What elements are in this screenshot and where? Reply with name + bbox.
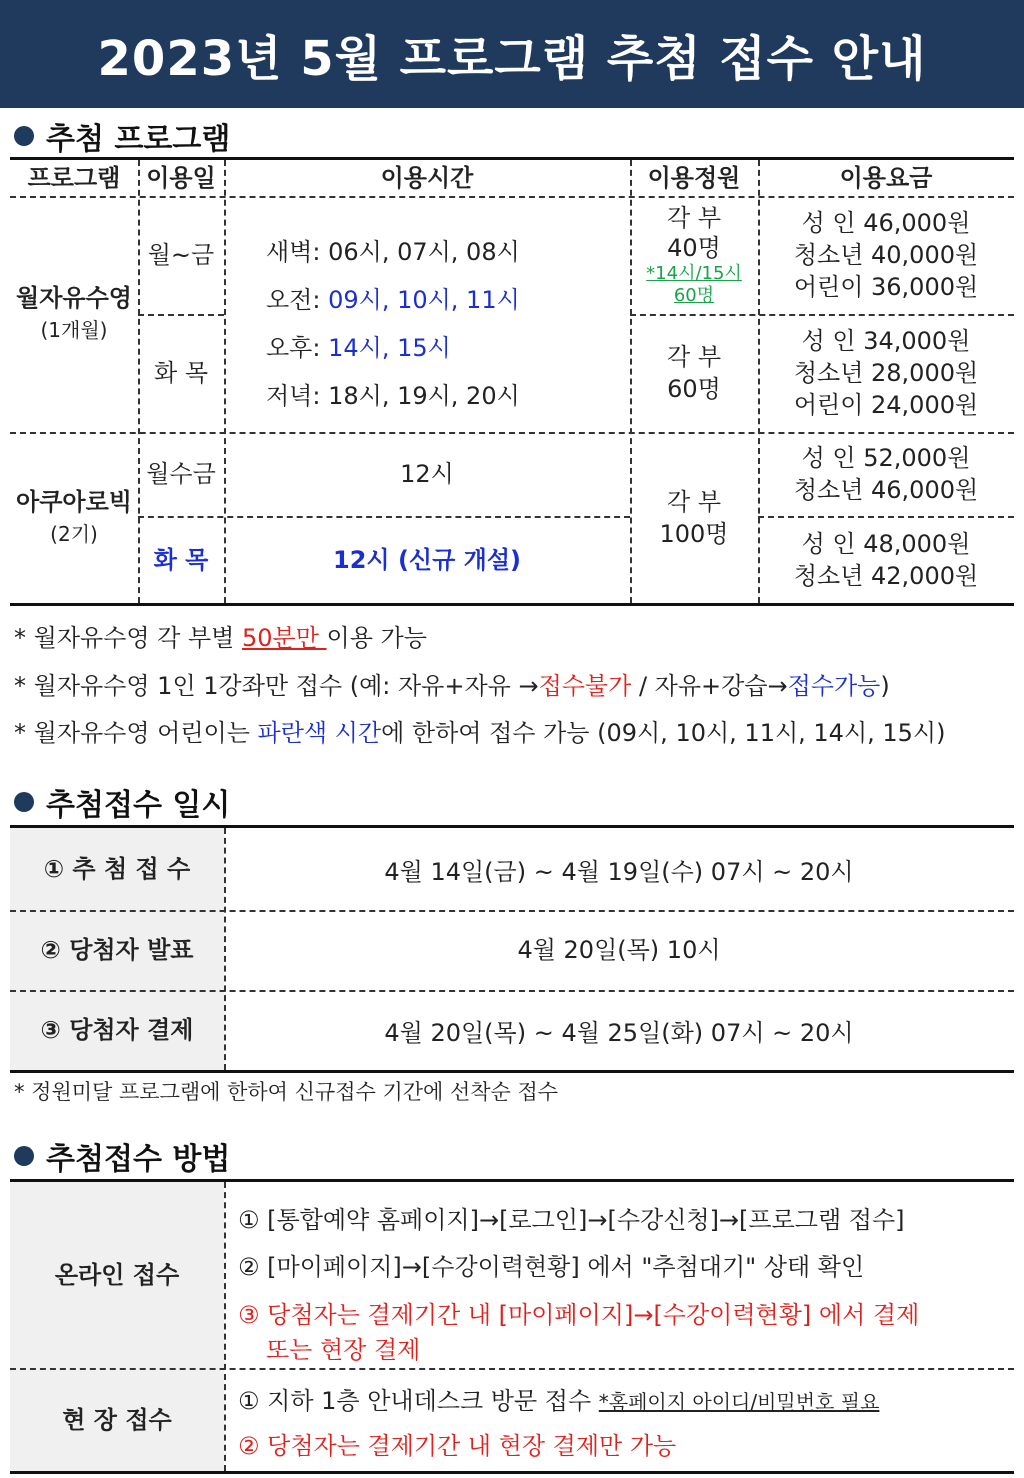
onsite-label: 현 장 접수: [62, 1405, 172, 1434]
fee-3: 성 인 52,000원 청소년 46,000원: [793, 444, 979, 504]
capacity-3: 각 부 100명: [659, 487, 729, 548]
time-aqua-2: 12시 (신규 개설): [333, 545, 521, 574]
section-title-method: 추첨접수 방법: [14, 1134, 230, 1178]
capacity-1: 각 부 40명 *14시/15시 60명: [646, 204, 742, 306]
page-header: [0, 0, 1024, 108]
schedule-value-3: 4월 20일(목) ~ 4월 25일(화) 07시 ~ 20시: [384, 1019, 854, 1047]
onsite-step-1: ① 지하 1층 안내데스크 방문 접수 *홈페이지 아이디/비밀번호 필요: [238, 1387, 880, 1415]
online-step-3-cont: 또는 현장 결제: [266, 1336, 421, 1364]
page-title: 2023년 5월 프로그램 추첨 접수 안내: [97, 30, 927, 87]
schedule-value-2: 4월 20일(목) 10시: [517, 936, 721, 964]
day-tue-thu-2: 화 목: [153, 545, 209, 574]
method-table: [10, 1179, 1014, 1474]
online-label: 온라인 접수: [54, 1261, 180, 1289]
section-title-programs: 추첨 프로그램: [14, 114, 230, 158]
day-tue-thu: 화 목: [154, 359, 208, 387]
note-children: * 월자유수영 어린이는 파란색 시간에 한하여 접수 가능 (09시, 10시, 11시, 14시, 15시): [14, 719, 946, 747]
online-step-1: ① [통합예약 홈페이지]→[로그인]→[수강신청]→[프로그램 접수]: [238, 1206, 905, 1234]
header-capacity: 이용정원: [630, 160, 758, 196]
header-program: 프로그램: [10, 160, 138, 196]
note-50min: * 월자유수영 각 부별 50분만 이용 가능: [14, 624, 427, 652]
header-time: 이용시간: [224, 160, 630, 196]
header-day: 이용일: [138, 160, 224, 196]
program-1: 월자유수영 (1개월): [16, 284, 132, 342]
fee-4: 성 인 48,000원 청소년 42,000원: [793, 529, 979, 590]
online-step-2: ② [마이페이지]→[수강이력현황] 에서 "추첨대기" 상태 확인: [238, 1253, 865, 1281]
header-fee: 이용요금: [758, 160, 1014, 196]
day-mon-wed-fri: 월수금: [146, 460, 216, 488]
note-first-come: * 정원미달 프로그램에 한하여 신규접수 기간에 선착순 접수: [14, 1080, 559, 1104]
program-table: [10, 157, 1014, 606]
fee-2: 성 인 34,000원 청소년 28,000원 어린이 24,000원: [793, 327, 979, 419]
time-aqua-1: 12시: [400, 460, 454, 488]
bullet-icon: [14, 792, 34, 812]
schedule-table: [10, 825, 1014, 1073]
online-step-3: ③ 당첨자는 결제기간 내 [마이페이지]→[수강이력현황] 에서 결제: [238, 1301, 920, 1329]
day-mon-fri: 월~금: [147, 241, 215, 269]
fee-1: 성 인 46,000원 청소년 40,000원 어린이 36,000원: [793, 209, 979, 301]
section-title-schedule: 추첨접수 일시: [14, 780, 230, 824]
schedule-label-3: ③ 당첨자 결제: [40, 1016, 194, 1044]
schedule-label-1: ① 추 첨 접 수: [43, 855, 191, 883]
bullet-icon: [14, 1146, 34, 1166]
onsite-step-2: ② 당첨자는 결제기간 내 현장 결제만 가능: [238, 1432, 677, 1460]
program-2: 아쿠아로빅 (2기): [16, 487, 132, 546]
schedule-label-2: ② 당첨자 발표: [40, 936, 194, 964]
schedule-value-1: 4월 14일(금) ~ 4월 19일(수) 07시 ~ 20시: [384, 858, 854, 886]
time-list: 새벽: 06시, 07시, 08시 오전: 09시, 10시, 11시 오후: 14시, 15시 저녁: 18시, 19시, 20시: [266, 238, 520, 410]
capacity-2: 각 부 60명: [667, 343, 721, 403]
note-one-class: * 월자유수영 1인 1강좌만 접수 (예: 자유+자유 →접수불가 / 자유+강습→접수가능): [14, 672, 890, 700]
bullet-icon: [14, 126, 34, 146]
